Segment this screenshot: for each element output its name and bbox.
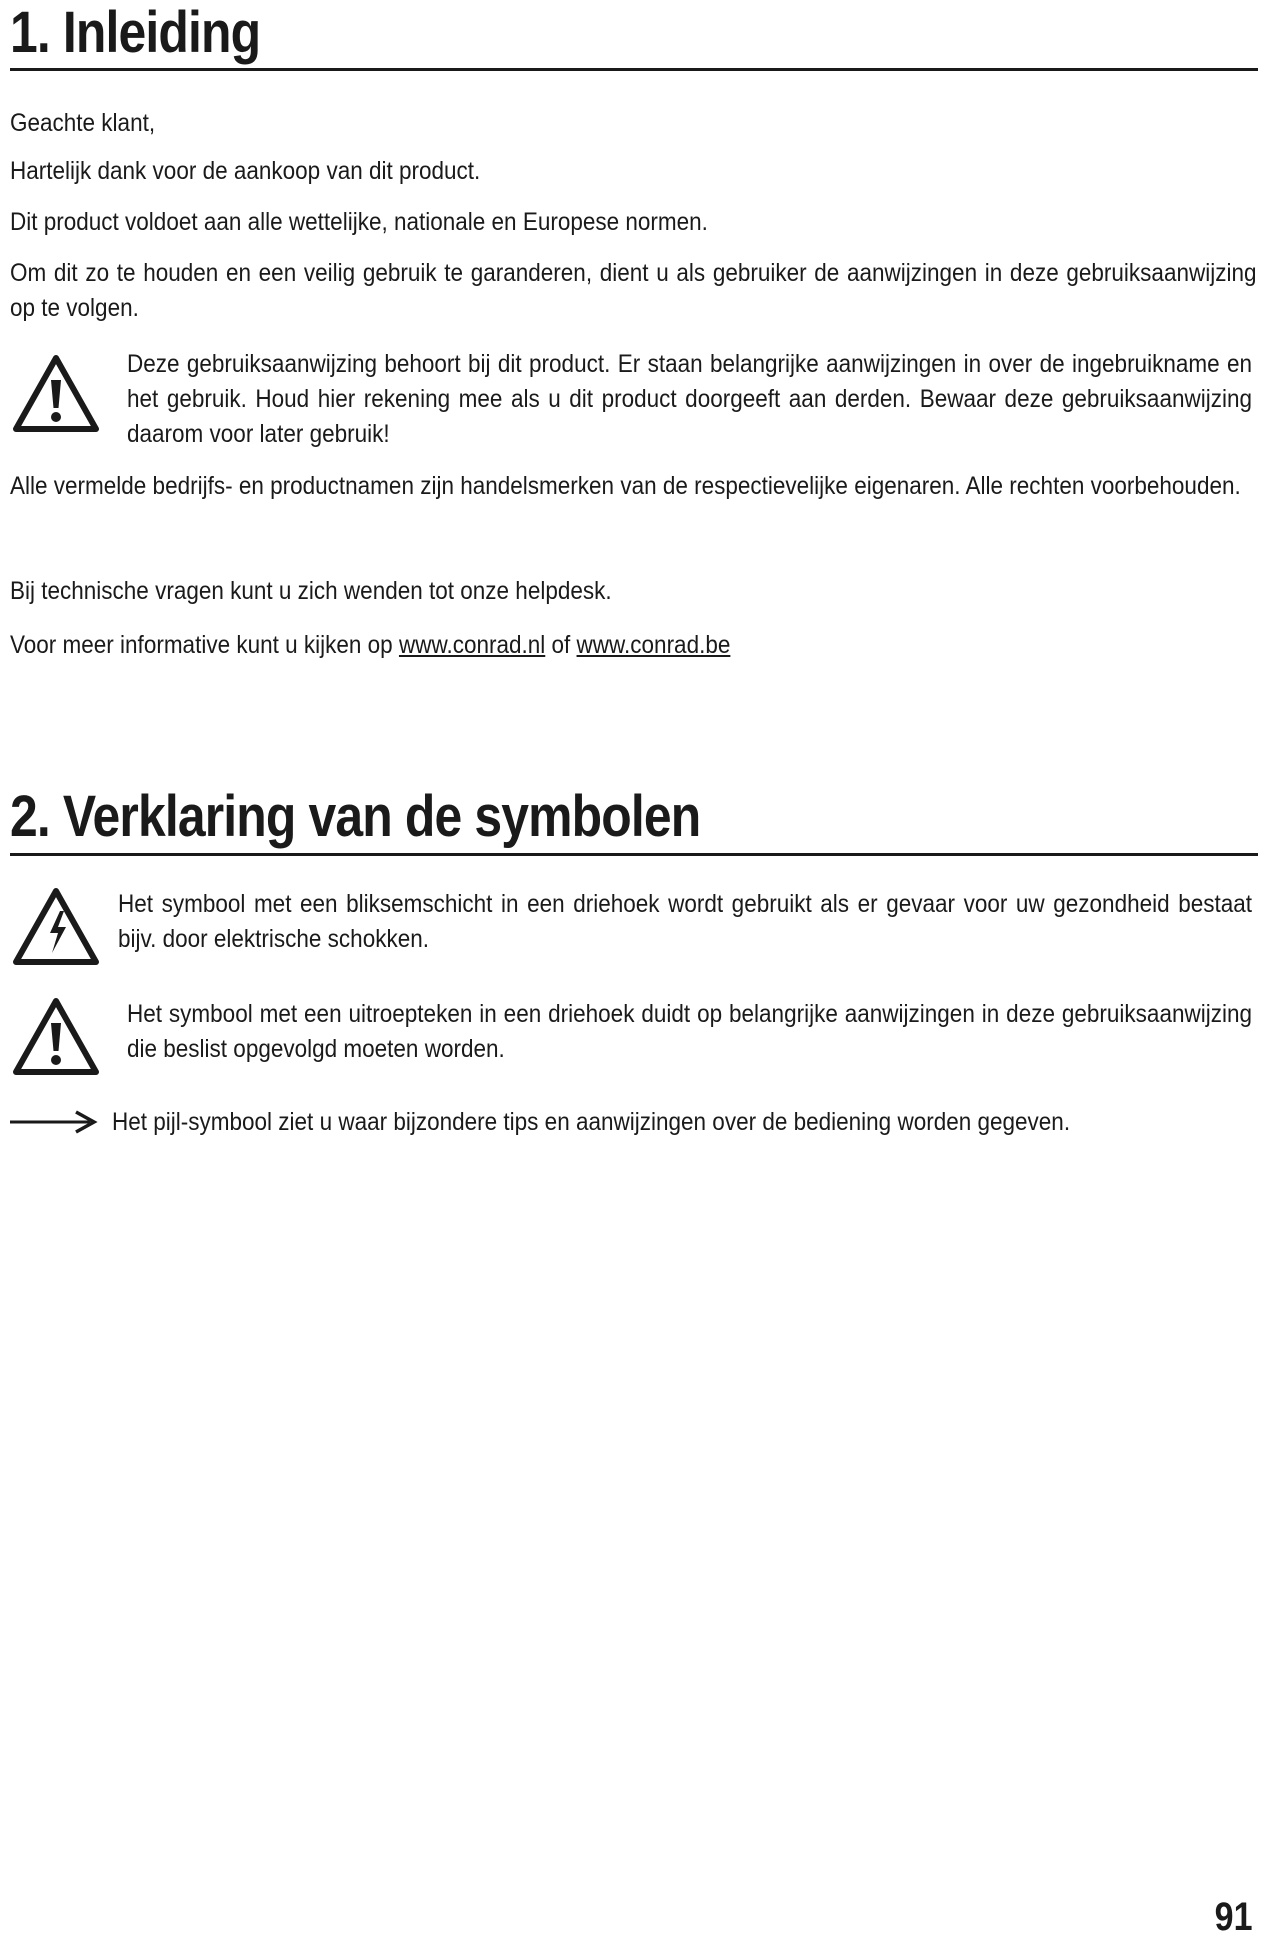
section-1-heading: 1. Inleiding	[10, 0, 261, 65]
thanks-text: Hartelijk dank voor de aankoop van dit product.	[10, 157, 481, 185]
compliance-text: Dit product voldoet aan alle wettelijke, nationale en Europese normen.	[10, 208, 708, 236]
info-prefix: Voor meer informative kunt u kijken op	[10, 631, 399, 659]
arrow-icon	[10, 1108, 98, 1136]
symbol-lightning-text: Het symbool met een bliksemschicht in een driehoek wordt gebruikt als er gevaar voor uw gezondheid bestaat bijv. door elektrische schokken.	[118, 890, 1252, 953]
helpdesk-text: Bij technische vragen kunt u zich wenden tot onze helpdesk.	[10, 577, 612, 605]
section-1-rule	[10, 68, 1258, 71]
info-or: of	[545, 631, 577, 659]
section-2-heading: 2. Verklaring van de symbolen	[10, 784, 701, 849]
lightning-warning-icon	[10, 885, 102, 969]
conrad-be-link[interactable]: www.conrad.be	[576, 631, 731, 659]
exclamation-warning-icon	[10, 995, 102, 1079]
conrad-nl-link[interactable]: www.conrad.nl	[398, 631, 546, 659]
greeting-text: Geachte klant,	[10, 109, 156, 137]
symbol-exclamation-text: Het symbool met een uitroepteken in een driehoek duidt op belangrijke aanwijzingen in deze gebruiksaanwijzing die beslist opgevolgd moeten worden.	[127, 1000, 1252, 1063]
instructions-text: Om dit zo te houden en een veilig gebruik te garanderen, dient u als gebruiker de aanwijzingen in deze gebruiksaanwijzing op te volgen.	[10, 259, 1257, 322]
more-info-text	[10, 628, 730, 663]
warning-note-text: Deze gebruiksaanwijzing behoort bij dit product. Er staan belangrijke aanwijzingen in over de ingebruikname en het gebruik. Houd hier rekening mee als u dit product doorgeeft aan derden. Bewaar deze gebruiksaanwijzing daarom voor later gebruik!	[127, 350, 1252, 448]
symbol-arrow-text: Het pijl-symbool ziet u waar bijzondere tips en aanwijzingen over de bediening worden gegeven.	[112, 1108, 1071, 1136]
exclamation-warning-icon	[10, 352, 102, 436]
section-2-rule	[10, 853, 1258, 856]
trademarks-text: Alle vermelde bedrijfs- en productnamen zijn handelsmerken van de respectievelijke eigenaren. Alle rechten voorbehouden.	[10, 472, 1241, 500]
page-number: 91	[1214, 1895, 1252, 1939]
